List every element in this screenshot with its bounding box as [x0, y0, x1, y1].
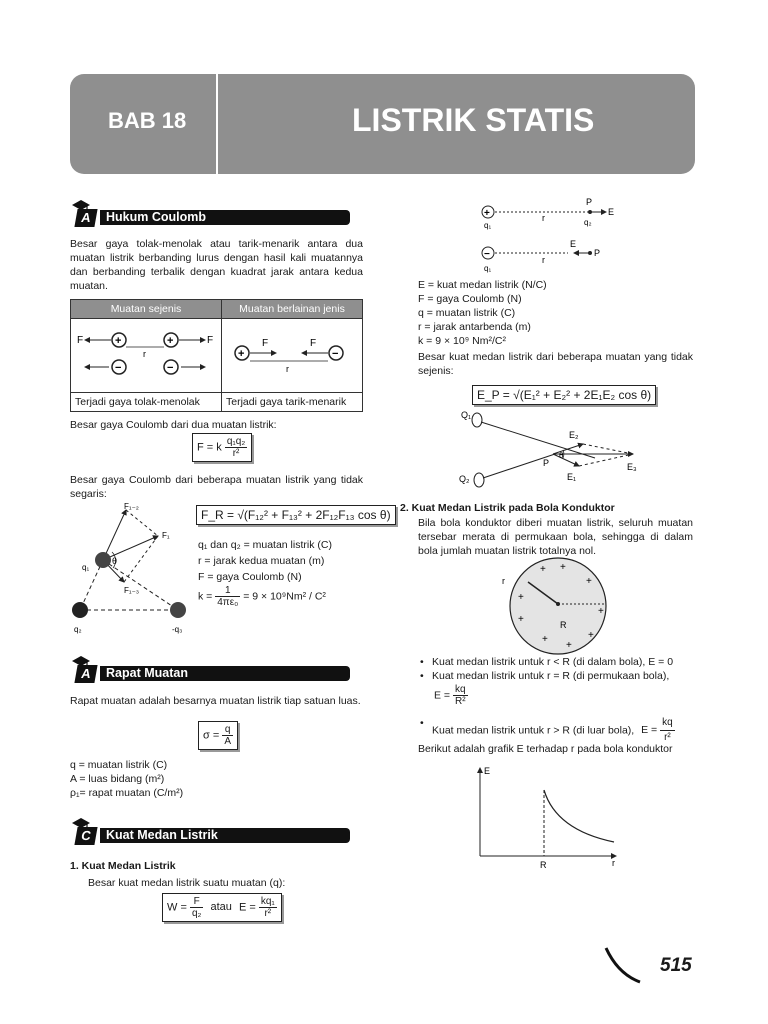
formula-denominator: A	[224, 736, 232, 747]
force-label: F	[310, 338, 317, 349]
distance-label: r	[542, 255, 545, 265]
two-charges-text: Besar gaya Coulomb dari dua muatan listrik:	[70, 419, 277, 431]
surface-field-formula	[434, 684, 468, 707]
point-p-label: P	[594, 248, 601, 258]
table-header-same: Muatan sejenis	[71, 300, 222, 319]
resultant-field-formula: E_P = √(E₁² + E₂² + 2E₁E₂ cos θ)	[472, 385, 656, 405]
formula-lhs: σ =	[203, 729, 220, 742]
table-footer-same: Terjadi gaya tolak-menolak	[71, 393, 222, 412]
minus-sign: −	[484, 249, 490, 260]
legend-item: q = muatan listrik (C)	[418, 307, 516, 319]
formula-denominator: r²	[664, 732, 671, 743]
axis-e-label: E	[484, 766, 491, 776]
item2-text: Bila bola konduktor diberi muatan listrik, seluruh muatan tersebar merata di permukaan bola, sehingga di dalam bola jumlah muatan listrik totalnya nol.	[418, 517, 693, 557]
point-p-label: P	[586, 197, 593, 207]
chapter-banner	[70, 74, 695, 174]
field-e3-label: E₃	[627, 462, 637, 472]
chapter-title: LISTRIK STATIS	[352, 102, 595, 138]
graph-text: Berikut adalah grafik E terhadap r pada bola konduktor	[418, 743, 673, 755]
formula-fraction	[660, 716, 675, 745]
plus-sign: +	[588, 630, 594, 641]
formula-fraction	[225, 436, 247, 459]
banner-divider	[216, 74, 218, 174]
table-cell-different-diagram	[222, 319, 363, 393]
formula-fraction	[259, 896, 277, 919]
field-e2-label: E₂	[569, 430, 579, 440]
force-label: F	[77, 335, 84, 346]
item1-title: 1. Kuat Medan Listrik	[70, 860, 176, 872]
formula-numerator: kq	[660, 716, 675, 731]
section-b-header	[72, 663, 352, 683]
formula-denominator: r²	[232, 448, 240, 459]
coulomb-formula-box	[192, 433, 252, 462]
formula-lhs: E =	[641, 724, 658, 737]
charge-q2-label: q₂	[74, 625, 82, 634]
section-a-header	[72, 207, 352, 227]
bullet-item: • Kuat medan listrik untuk r = R (di permukaan bola),	[418, 669, 698, 683]
plus-sign: +	[560, 562, 566, 573]
field-vector-diagram	[455, 408, 665, 490]
field-bullets	[418, 655, 698, 683]
distance-label: r	[286, 364, 289, 374]
distance-label: r	[542, 213, 545, 223]
formula-numerator: kq	[454, 684, 466, 695]
legend-item: r = jarak kedua muatan (m)	[198, 555, 325, 567]
formula-lhs: k =	[198, 590, 213, 603]
item2-title: 2. Kuat Medan Listrik pada Bola Konduktor	[400, 502, 615, 514]
minus-sign: −	[167, 362, 174, 374]
table-footer-different: Terjadi gaya tarik-menarik	[222, 393, 363, 412]
right-legend	[418, 278, 547, 348]
force-label: F	[207, 335, 214, 346]
legend-item: ρ₁= rapat muatan (C/m²)	[70, 787, 184, 799]
charge-q2-label: Q₂	[459, 474, 470, 484]
formula-numerator: q	[222, 724, 233, 736]
plus-sign: +	[167, 335, 174, 347]
section-letter: C	[74, 827, 97, 845]
section-title: Rapat Muatan	[100, 666, 350, 681]
table-cell-same-diagram	[71, 319, 222, 393]
field-e-label: E	[608, 207, 615, 217]
point-p-label: P	[543, 458, 550, 468]
force-f1-label: F₁	[162, 531, 170, 540]
axis-big-r-label: R	[540, 860, 547, 870]
formula-numerator: F	[190, 896, 203, 908]
page-corner-decoration	[604, 946, 644, 986]
section-title: Hukum Coulomb	[100, 210, 350, 225]
resultant-force-formula: F_R = √(F₁₂² + F₁₃² + 2F₁₂F₁₃ cos θ)	[196, 505, 396, 525]
charge-q2-label: q₂	[584, 218, 592, 227]
charge-q1-label: q₁	[82, 563, 90, 572]
section-letter: A	[74, 665, 97, 683]
charge-q3-label: -q₃	[172, 625, 183, 634]
distance-label: r	[143, 349, 146, 359]
formula-w-lhs: W =	[167, 901, 187, 914]
formula-fraction	[215, 585, 240, 608]
plus-sign: +	[518, 592, 524, 603]
chapter-label: BAB 18	[108, 108, 187, 133]
bullet-text: Kuat medan listrik untuk r > R (di luar bola),	[432, 724, 635, 737]
formula-numerator: q₁q₂	[226, 436, 246, 447]
legend-item: q₁ dan q₂ = muatan listrik (C)	[198, 539, 332, 551]
formula-denominator: r²	[264, 908, 272, 919]
formula-denominator: q₂	[191, 908, 202, 919]
multi-field-text: Besar kuat medan listrik dari beberapa muatan yang tidak sejenis:	[418, 351, 693, 377]
formula-numerator: 1	[215, 585, 240, 597]
k-constant-formula	[198, 585, 326, 608]
plus-sign: +	[540, 564, 546, 575]
bullet-item	[418, 716, 718, 745]
legend-item: A = luas bidang (m²)	[70, 773, 165, 785]
table-header-different: Muatan berlainan jenis	[222, 300, 363, 319]
plus-sign: +	[518, 614, 524, 625]
bullet-item: • Kuat medan listrik untuk r < R (di dalam bola), E = 0	[418, 655, 698, 669]
formula-denominator: R²	[454, 696, 466, 707]
radius-big-r-label: R	[560, 620, 567, 630]
formula-fraction	[222, 724, 233, 747]
formula-lhs: E =	[434, 689, 451, 702]
conductor-sphere-diagram	[488, 556, 610, 656]
charge-q1-label: q₁	[484, 264, 492, 273]
field-formula-box	[162, 893, 282, 922]
section-a-legend	[198, 537, 332, 585]
formula-numerator: kq₁	[260, 896, 275, 907]
legend-item: k = 9 × 10⁹ Nm²/C²	[418, 335, 506, 347]
theta-label: θ	[559, 451, 564, 460]
section-b-intro: Rapat muatan adalah besarnya muatan listrik tiap satuan luas.	[70, 695, 361, 707]
plus-sign: +	[238, 348, 245, 360]
section-b-legend	[70, 758, 183, 800]
legend-item: q = muatan listrik (C)	[70, 759, 168, 771]
plus-sign: +	[566, 640, 572, 651]
formula-denominator: 4πε₀	[217, 597, 239, 608]
charge-q1-label: q₁	[484, 221, 492, 230]
formula-or: atau	[210, 901, 232, 914]
section-letter: A	[74, 209, 97, 227]
coulomb-table	[70, 299, 363, 412]
formula-fraction	[453, 684, 468, 707]
charge-density-formula	[198, 721, 238, 750]
triangle-force-diagram	[68, 500, 198, 640]
repulsion-diagram	[71, 319, 221, 389]
formula-rhs: = 9 × 10⁹Nm² / C²	[243, 590, 326, 603]
attraction-diagram	[222, 319, 362, 389]
section-a-intro: Besar gaya tolak-menolak atau tarik-menarik antara dua muatan listrik berbanding lurus dengan hasil kali muatannya dan berbanding terbalik dengan kuadrat jarak antara kedua muatan.	[70, 238, 363, 292]
page-number: 515	[660, 955, 692, 976]
legend-item: F = gaya Coulomb (N)	[198, 571, 302, 583]
multi-charges-text: Besar gaya Coulomb dari beberapa muatan listrik yang tidak segaris:	[70, 474, 363, 500]
minus-sign: −	[115, 362, 122, 374]
minus-sign: −	[332, 348, 339, 360]
legend-item: E = kuat medan listrik (N/C)	[418, 279, 547, 291]
field-e1-label: E₁	[567, 472, 577, 482]
item1-text: Besar kuat medan listrik suatu muatan (q):	[88, 877, 286, 889]
field-e-label: E	[570, 239, 577, 249]
plus-sign: +	[484, 208, 490, 219]
force-f13-label: F₁₋₃	[124, 586, 140, 595]
formula-e-lhs: E =	[238, 901, 256, 914]
radius-r-label: r	[502, 576, 505, 586]
field-bullets-outer	[418, 716, 718, 745]
legend-item: r = jarak antarbenda (m)	[418, 321, 531, 333]
plus-sign: +	[586, 576, 592, 587]
axis-r-label: r	[612, 858, 615, 868]
section-title: Kuat Medan Listrik	[100, 828, 350, 843]
force-f12-label: F₁₋₂	[124, 502, 139, 511]
theta-label: θ	[112, 556, 118, 566]
force-label: F	[262, 338, 269, 349]
legend-item: F = gaya Coulomb (N)	[418, 293, 522, 305]
plus-sign: +	[598, 606, 604, 617]
plus-sign: +	[115, 335, 122, 347]
field-direction-diagram	[478, 195, 638, 275]
formula-lhs: F = k	[197, 441, 222, 454]
charge-q1-label: Q₁	[461, 410, 472, 420]
formula-fraction	[190, 896, 203, 919]
section-c-header	[72, 825, 352, 845]
plus-sign: +	[542, 634, 548, 645]
field-vs-distance-graph	[470, 762, 630, 872]
